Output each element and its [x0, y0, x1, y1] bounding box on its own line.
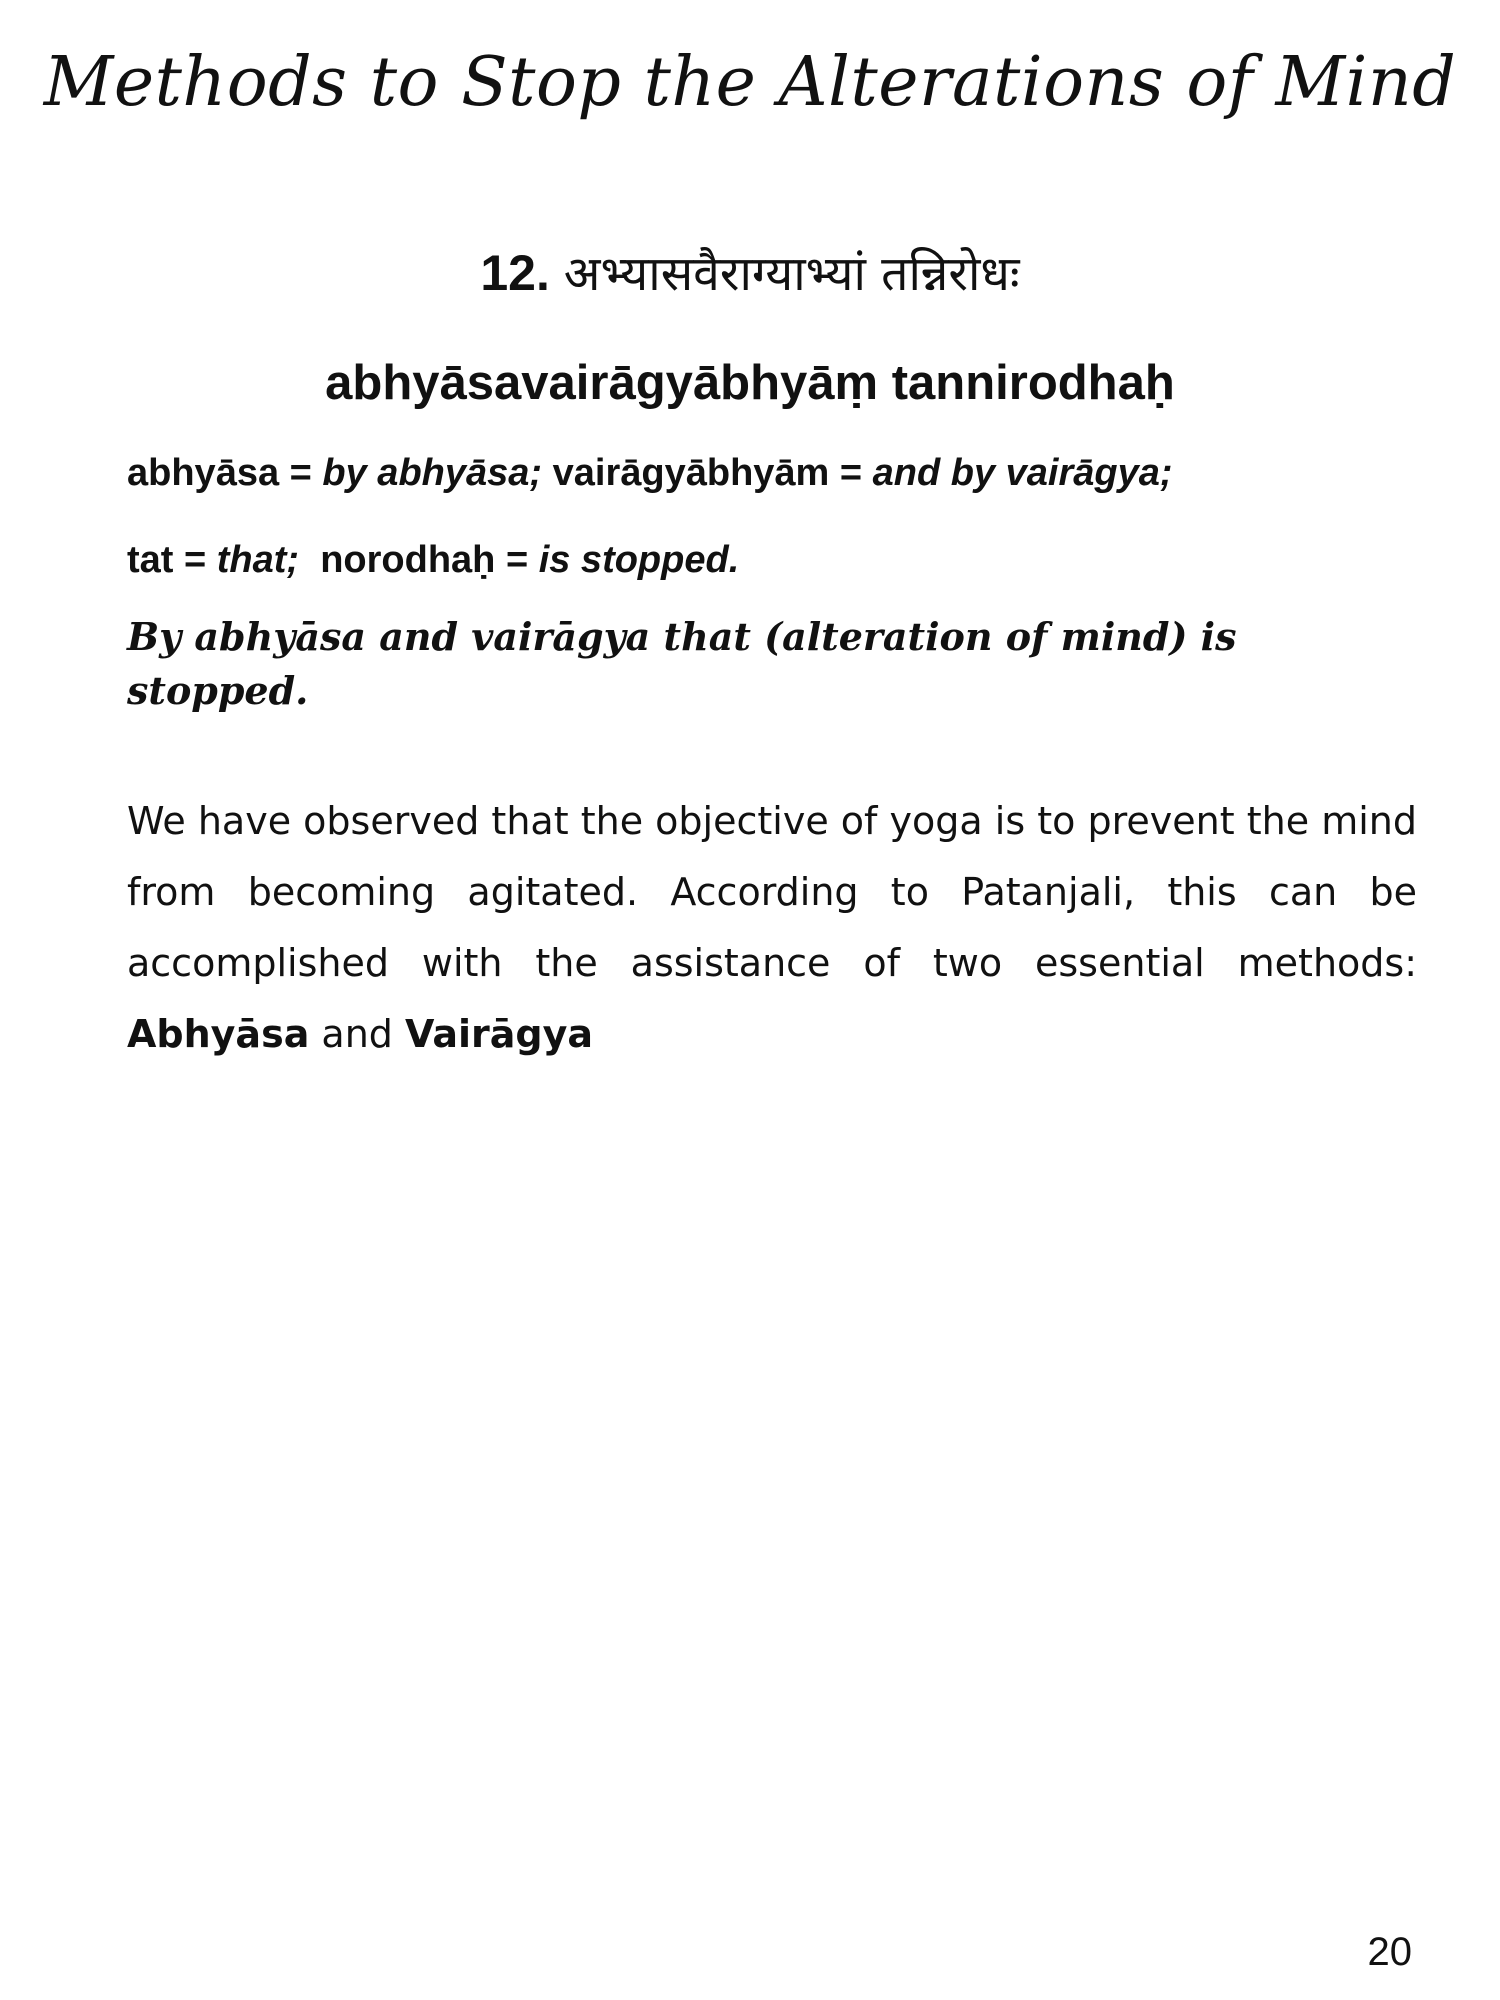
commentary-connector: and	[309, 1012, 405, 1056]
glossary-meaning: and by vairāgya;	[872, 452, 1173, 494]
glossary-term: tat =	[127, 539, 217, 581]
page-number: 20	[1367, 1930, 1412, 1974]
glossary-term: abhyāsa =	[127, 452, 323, 494]
glossary-meaning: that;	[216, 539, 300, 581]
page-title: Methods to Stop the Alterations of Mind	[43, 43, 1457, 122]
sutra-heading	[0, 238, 1500, 309]
commentary-text: We have observed that the objective of yoga is to prevent the mind from becoming agitated. According to Patanjali, this can be accomplished with the assistance of two essential methods:	[127, 799, 1417, 985]
sutra-devanagari-text: अभ्यासवैराग्याभ्यां तन्निरोधः	[563, 246, 1020, 302]
sutra-transliteration: abhyāsavairāgyābhyāṃ tannirodhaḥ	[325, 356, 1175, 410]
glossary-meaning: by abhyāsa;	[322, 452, 543, 494]
commentary-paragraph	[127, 786, 1417, 1070]
glossary-line	[127, 535, 1427, 585]
glossary-term: vairāgyābhyām =	[552, 452, 873, 494]
glossary-meaning: is stopped.	[538, 539, 740, 581]
sutra-number: 12.	[480, 245, 550, 301]
glossary-term: norodhaḥ =	[320, 539, 539, 581]
glossary-line	[127, 448, 1427, 498]
commentary-term-vairagya: Vairāgya	[405, 1012, 593, 1056]
sutra-translation: By abhyāsa and vairāgya that (alteration of mind) is stopped.	[127, 614, 1237, 713]
commentary-term-abhyasa: Abhyāsa	[127, 1012, 310, 1056]
